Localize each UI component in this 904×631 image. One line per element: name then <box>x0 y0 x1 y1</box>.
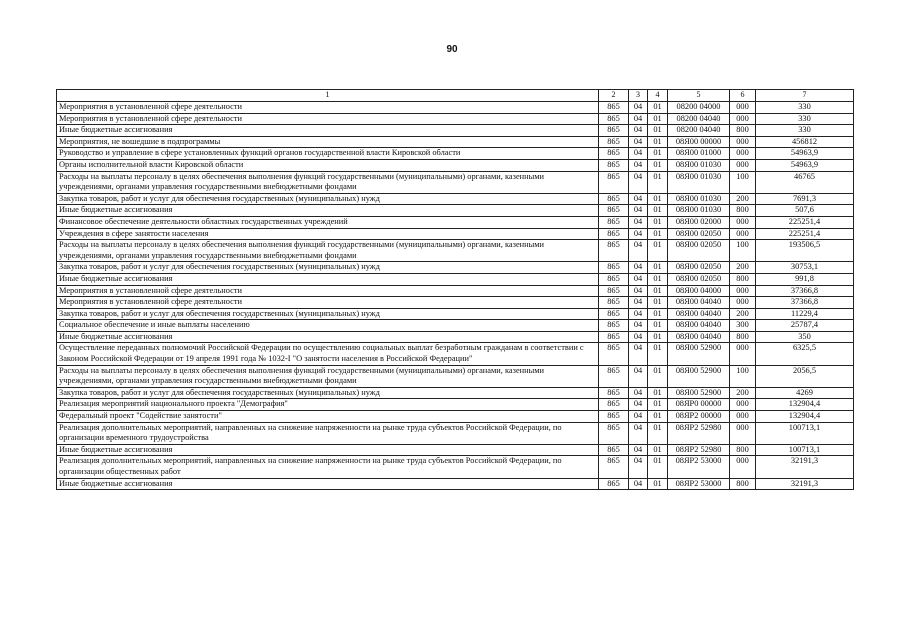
admin-code-cell: 865 <box>599 205 629 217</box>
section-cell: 04 <box>629 113 648 125</box>
expense-type-cell: 800 <box>730 273 756 285</box>
section-cell: 04 <box>629 456 648 478</box>
target-article-cell: 08200 04040 <box>668 125 730 137</box>
section-cell: 04 <box>629 193 648 205</box>
expense-type-cell: 000 <box>730 456 756 478</box>
admin-code-cell: 865 <box>599 148 629 160</box>
admin-code-cell: 865 <box>599 125 629 137</box>
expense-type-cell: 800 <box>730 331 756 343</box>
expense-type-cell: 000 <box>730 136 756 148</box>
subsection-cell: 01 <box>648 285 668 297</box>
subsection-cell: 01 <box>648 399 668 411</box>
admin-code-cell: 865 <box>599 113 629 125</box>
column-header: 2 <box>599 90 629 102</box>
table-row <box>57 331 854 343</box>
admin-code-cell: 865 <box>599 331 629 343</box>
target-article-cell: 08Я00 01000 <box>668 148 730 160</box>
target-article-cell: 08ЯР0 00000 <box>668 399 730 411</box>
target-article-cell: 08Я00 02050 <box>668 273 730 285</box>
table-row <box>57 205 854 217</box>
admin-code-cell: 865 <box>599 240 629 262</box>
expense-type-cell: 000 <box>730 148 756 160</box>
table-row <box>57 262 854 274</box>
target-article-cell: 08ЯР2 53000 <box>668 456 730 478</box>
amount-cell: 507,6 <box>756 205 854 217</box>
admin-code-cell: 865 <box>599 478 629 490</box>
expense-type-cell: 300 <box>730 320 756 332</box>
subsection-cell: 01 <box>648 273 668 285</box>
section-cell: 04 <box>629 262 648 274</box>
admin-code-cell: 865 <box>599 193 629 205</box>
admin-code-cell: 865 <box>599 102 629 114</box>
subsection-cell: 01 <box>648 205 668 217</box>
admin-code-cell: 865 <box>599 387 629 399</box>
subsection-cell: 01 <box>648 193 668 205</box>
admin-code-cell: 865 <box>599 297 629 309</box>
expense-type-cell: 000 <box>730 411 756 423</box>
subsection-cell: 01 <box>648 171 668 193</box>
subsection-cell: 01 <box>648 331 668 343</box>
target-article-cell: 08Я00 04040 <box>668 308 730 320</box>
row-name-cell: Расходы на выплаты персоналу в целях обеспечения выполнения функций государственными (муниципальными) органами, казенными учреждениями, органами управления государственными внебюджетными фондами <box>57 365 599 387</box>
admin-code-cell: 865 <box>599 228 629 240</box>
amount-cell: 225251,4 <box>756 228 854 240</box>
section-cell: 04 <box>629 422 648 444</box>
amount-cell: 32191,3 <box>756 478 854 490</box>
target-article-cell: 08Я00 02000 <box>668 216 730 228</box>
subsection-cell: 01 <box>648 478 668 490</box>
expense-type-cell: 000 <box>730 422 756 444</box>
row-name-cell: Федеральный проект "Содействие занятости" <box>57 411 599 423</box>
admin-code-cell: 865 <box>599 320 629 332</box>
subsection-cell: 01 <box>648 308 668 320</box>
amount-cell: 2056,5 <box>756 365 854 387</box>
row-name-cell: Расходы на выплаты персоналу в целях обеспечения выполнения функций государственными (муниципальными) органами, казенными учреждениями, органами управления государственными внебюджетными фондами <box>57 240 599 262</box>
admin-code-cell: 865 <box>599 456 629 478</box>
amount-cell: 193506,5 <box>756 240 854 262</box>
target-article-cell: 08Я00 04040 <box>668 331 730 343</box>
column-header: 3 <box>629 90 648 102</box>
section-cell: 04 <box>629 365 648 387</box>
table-row <box>57 456 854 478</box>
table-row <box>57 297 854 309</box>
target-article-cell: 08Я00 01030 <box>668 159 730 171</box>
expense-type-cell: 000 <box>730 228 756 240</box>
amount-cell: 54963,9 <box>756 159 854 171</box>
target-article-cell: 08Я00 00000 <box>668 136 730 148</box>
expense-type-cell: 800 <box>730 478 756 490</box>
table-row <box>57 422 854 444</box>
section-cell: 04 <box>629 216 648 228</box>
table-row <box>57 285 854 297</box>
admin-code-cell: 865 <box>599 285 629 297</box>
admin-code-cell: 865 <box>599 136 629 148</box>
subsection-cell: 01 <box>648 297 668 309</box>
admin-code-cell: 865 <box>599 308 629 320</box>
row-name-cell: Реализация дополнительных мероприятий, направленных на снижение напряженности на рынке труда субъектов Российской Федерации, по организации общественных работ <box>57 456 599 478</box>
amount-cell: 100713,1 <box>756 444 854 456</box>
amount-cell: 100713,1 <box>756 422 854 444</box>
column-header: 6 <box>730 90 756 102</box>
target-article-cell: 08Я00 02050 <box>668 262 730 274</box>
amount-cell: 132904,4 <box>756 399 854 411</box>
section-cell: 04 <box>629 136 648 148</box>
expense-type-cell: 000 <box>730 343 756 365</box>
expense-type-cell: 200 <box>730 193 756 205</box>
subsection-cell: 01 <box>648 228 668 240</box>
row-name-cell: Закупка товаров, работ и услуг для обеспечения государственных (муниципальных) нужд <box>57 387 599 399</box>
subsection-cell: 01 <box>648 136 668 148</box>
row-name-cell: Закупка товаров, работ и услуг для обеспечения государственных (муниципальных) нужд <box>57 193 599 205</box>
subsection-cell: 01 <box>648 365 668 387</box>
row-name-cell: Учреждения в сфере занятости населения <box>57 228 599 240</box>
section-cell: 04 <box>629 148 648 160</box>
target-article-cell: 08Я00 01030 <box>668 205 730 217</box>
table-row <box>57 171 854 193</box>
expense-type-cell: 000 <box>730 399 756 411</box>
table-row <box>57 444 854 456</box>
subsection-cell: 01 <box>648 444 668 456</box>
admin-code-cell: 865 <box>599 216 629 228</box>
expense-type-cell: 000 <box>730 102 756 114</box>
target-article-cell: 08Я00 04040 <box>668 297 730 309</box>
row-name-cell: Финансовое обеспечение деятельности областных государственных учреждений <box>57 216 599 228</box>
expense-type-cell: 200 <box>730 308 756 320</box>
row-name-cell: Закупка товаров, работ и услуг для обеспечения государственных (муниципальных) нужд <box>57 262 599 274</box>
table-row <box>57 159 854 171</box>
target-article-cell: 08200 04000 <box>668 102 730 114</box>
target-article-cell: 08ЯР2 00000 <box>668 411 730 423</box>
table-row <box>57 411 854 423</box>
row-name-cell: Руководство и управление в сфере установленных функций органов государственной власти Кировской области <box>57 148 599 160</box>
subsection-cell: 01 <box>648 262 668 274</box>
row-name-cell: Реализация дополнительных мероприятий, направленных на снижение напряженности на рынке труда субъектов Российской Федерации, по организации временного трудоустройства <box>57 422 599 444</box>
expense-type-cell: 000 <box>730 159 756 171</box>
row-name-cell: Мероприятия в установленной сфере деятельности <box>57 113 599 125</box>
section-cell: 04 <box>629 285 648 297</box>
row-name-cell: Иные бюджетные ассигнования <box>57 273 599 285</box>
target-article-cell: 08ЯР2 52980 <box>668 444 730 456</box>
section-cell: 04 <box>629 228 648 240</box>
column-header: 1 <box>57 90 599 102</box>
table-row <box>57 387 854 399</box>
expense-type-cell: 200 <box>730 262 756 274</box>
row-name-cell: Реализация мероприятий национального проекта "Демография" <box>57 399 599 411</box>
section-cell: 04 <box>629 308 648 320</box>
target-article-cell: 08ЯР2 52980 <box>668 422 730 444</box>
admin-code-cell: 865 <box>599 171 629 193</box>
target-article-cell: 08Я00 04000 <box>668 285 730 297</box>
table-row <box>57 308 854 320</box>
row-name-cell: Иные бюджетные ассигнования <box>57 331 599 343</box>
column-header: 7 <box>756 90 854 102</box>
amount-cell: 37366,8 <box>756 297 854 309</box>
expense-type-cell: 000 <box>730 216 756 228</box>
section-cell: 04 <box>629 159 648 171</box>
section-cell: 04 <box>629 240 648 262</box>
amount-cell: 4269 <box>756 387 854 399</box>
admin-code-cell: 865 <box>599 262 629 274</box>
amount-cell: 7691,3 <box>756 193 854 205</box>
section-cell: 04 <box>629 343 648 365</box>
target-article-cell: 08Я00 01030 <box>668 171 730 193</box>
row-name-cell: Органы исполнительной власти Кировской области <box>57 159 599 171</box>
section-cell: 04 <box>629 478 648 490</box>
target-article-cell: 08ЯР2 53000 <box>668 478 730 490</box>
section-cell: 04 <box>629 387 648 399</box>
admin-code-cell: 865 <box>599 159 629 171</box>
target-article-cell: 08Я00 52900 <box>668 387 730 399</box>
table-row <box>57 102 854 114</box>
expense-type-cell: 800 <box>730 125 756 137</box>
section-cell: 04 <box>629 331 648 343</box>
row-name-cell: Иные бюджетные ассигнования <box>57 444 599 456</box>
expense-type-cell: 000 <box>730 113 756 125</box>
row-name-cell: Иные бюджетные ассигнования <box>57 125 599 137</box>
table-row <box>57 148 854 160</box>
subsection-cell: 01 <box>648 456 668 478</box>
section-cell: 04 <box>629 411 648 423</box>
table-row <box>57 136 854 148</box>
target-article-cell: 08Я00 02050 <box>668 228 730 240</box>
row-name-cell: Иные бюджетные ассигнования <box>57 205 599 217</box>
table-row <box>57 399 854 411</box>
row-name-cell: Иные бюджетные ассигнования <box>57 478 599 490</box>
target-article-cell: 08Я00 01030 <box>668 193 730 205</box>
subsection-cell: 01 <box>648 320 668 332</box>
amount-cell: 330 <box>756 102 854 114</box>
section-cell: 04 <box>629 320 648 332</box>
table-header-row <box>57 90 854 102</box>
subsection-cell: 01 <box>648 411 668 423</box>
table-row <box>57 478 854 490</box>
amount-cell: 37366,8 <box>756 285 854 297</box>
admin-code-cell: 865 <box>599 399 629 411</box>
subsection-cell: 01 <box>648 422 668 444</box>
target-article-cell: 08Я00 52900 <box>668 365 730 387</box>
column-header: 5 <box>668 90 730 102</box>
amount-cell: 330 <box>756 113 854 125</box>
expense-type-cell: 100 <box>730 171 756 193</box>
amount-cell: 25787,4 <box>756 320 854 332</box>
admin-code-cell: 865 <box>599 273 629 285</box>
amount-cell: 350 <box>756 331 854 343</box>
expense-type-cell: 800 <box>730 205 756 217</box>
amount-cell: 32191,3 <box>756 456 854 478</box>
row-name-cell: Мероприятия в установленной сфере деятельности <box>57 102 599 114</box>
subsection-cell: 01 <box>648 125 668 137</box>
table-row <box>57 113 854 125</box>
row-name-cell: Закупка товаров, работ и услуг для обеспечения государственных (муниципальных) нужд <box>57 308 599 320</box>
section-cell: 04 <box>629 125 648 137</box>
target-article-cell: 08Я00 02050 <box>668 240 730 262</box>
expense-type-cell: 800 <box>730 444 756 456</box>
expense-type-cell: 100 <box>730 365 756 387</box>
table-row <box>57 365 854 387</box>
row-name-cell: Мероприятия, не вошедшие в подпрограммы <box>57 136 599 148</box>
table-row <box>57 216 854 228</box>
admin-code-cell: 865 <box>599 411 629 423</box>
amount-cell: 11229,4 <box>756 308 854 320</box>
subsection-cell: 01 <box>648 148 668 160</box>
subsection-cell: 01 <box>648 102 668 114</box>
target-article-cell: 08200 04040 <box>668 113 730 125</box>
row-name-cell: Мероприятия в установленной сфере деятельности <box>57 297 599 309</box>
target-article-cell: 08Я00 52900 <box>668 343 730 365</box>
section-cell: 04 <box>629 399 648 411</box>
amount-cell: 30753,1 <box>756 262 854 274</box>
subsection-cell: 01 <box>648 113 668 125</box>
section-cell: 04 <box>629 205 648 217</box>
subsection-cell: 01 <box>648 159 668 171</box>
subsection-cell: 01 <box>648 240 668 262</box>
row-name-cell: Мероприятия в установленной сфере деятельности <box>57 285 599 297</box>
admin-code-cell: 865 <box>599 444 629 456</box>
amount-cell: 54963,9 <box>756 148 854 160</box>
table-row <box>57 240 854 262</box>
amount-cell: 330 <box>756 125 854 137</box>
amount-cell: 6325,5 <box>756 343 854 365</box>
section-cell: 04 <box>629 171 648 193</box>
subsection-cell: 01 <box>648 216 668 228</box>
admin-code-cell: 865 <box>599 422 629 444</box>
amount-cell: 46765 <box>756 171 854 193</box>
row-name-cell: Осуществление переданных полномочий Российской Федерации по осуществлению социальных выплат безработным гражданам в соответствии с Законом Российской Федерации от 19 апреля 1991 года № 1032-I "О занятости населения в Российской Федерации" <box>57 343 599 365</box>
section-cell: 04 <box>629 297 648 309</box>
target-article-cell: 08Я00 04040 <box>668 320 730 332</box>
expense-type-cell: 000 <box>730 285 756 297</box>
page-number: 90 <box>446 44 458 55</box>
expense-type-cell: 200 <box>730 387 756 399</box>
section-cell: 04 <box>629 273 648 285</box>
table-row <box>57 343 854 365</box>
amount-cell: 456812 <box>756 136 854 148</box>
table-row <box>57 228 854 240</box>
admin-code-cell: 865 <box>599 343 629 365</box>
column-header: 4 <box>648 90 668 102</box>
row-name-cell: Расходы на выплаты персоналу в целях обеспечения выполнения функций государственными (муниципальными) органами, казенными учреждениями, органами управления государственными внебюджетными фондами <box>57 171 599 193</box>
expense-type-cell: 000 <box>730 297 756 309</box>
section-cell: 04 <box>629 444 648 456</box>
admin-code-cell: 865 <box>599 365 629 387</box>
expense-type-cell: 100 <box>730 240 756 262</box>
amount-cell: 132904,4 <box>756 411 854 423</box>
amount-cell: 991,8 <box>756 273 854 285</box>
table-body <box>57 102 854 490</box>
table-row <box>57 193 854 205</box>
table-row <box>57 273 854 285</box>
subsection-cell: 01 <box>648 387 668 399</box>
row-name-cell: Социальное обеспечение и иные выплаты населению <box>57 320 599 332</box>
section-cell: 04 <box>629 102 648 114</box>
table-row <box>57 320 854 332</box>
budget-table <box>56 89 854 490</box>
subsection-cell: 01 <box>648 343 668 365</box>
amount-cell: 225251,4 <box>756 216 854 228</box>
table-row <box>57 125 854 137</box>
